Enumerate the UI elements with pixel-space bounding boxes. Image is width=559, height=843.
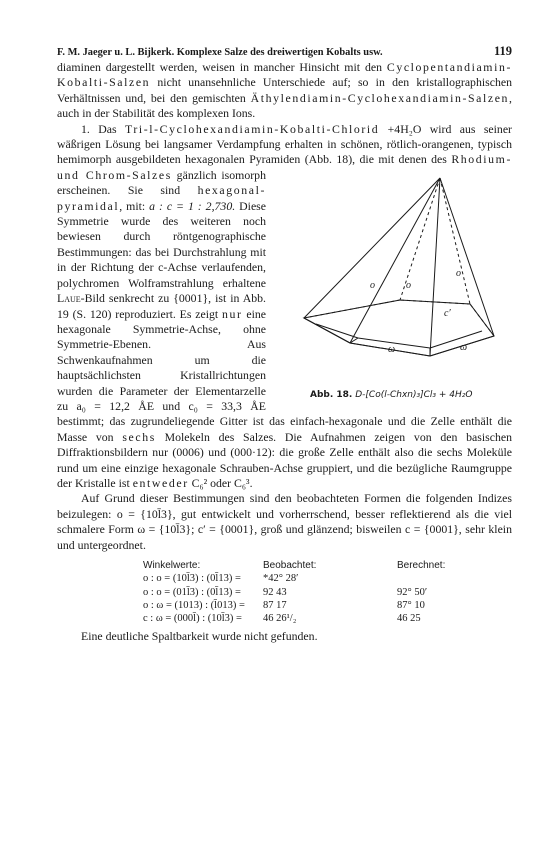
para1-spaced-2: Äthylendiamin-Cyclohexandiamin-Salzen bbox=[250, 90, 510, 105]
header-berechnet: Berechnet: bbox=[397, 560, 446, 571]
table-cell: o : o = (01l̄3) : (0l̄13) = bbox=[143, 586, 241, 598]
para2-chrom: und Chrom-Salzes bbox=[57, 167, 172, 182]
para1-text-2: nicht unansehnliche Unterschiede auf; so in den kristallographischen Verhältnissen und, bei den gemischten bbox=[57, 75, 512, 105]
axial-ratio: a : c = 1 : 2,730. bbox=[149, 198, 236, 213]
label-o-1: o bbox=[370, 279, 375, 291]
para2-text-4: Diese Symmetrie wurde des weiteren noch bewiesen durch röntgenographische Bestimmungen: das bei Durchstrahlung mit in der Richtung der c-Achse verlaufenden, polychromen Wolframstrahlung erhaltene bbox=[57, 198, 267, 290]
para2-nur: nur bbox=[222, 306, 243, 321]
header-winkelwerte: Winkelwerte: bbox=[143, 560, 201, 571]
header-beobachtet: Beobachtet: bbox=[263, 560, 317, 571]
caption-text: D-[Co(l-Chxn)₃]Cl₃ + 4H₂O bbox=[355, 389, 473, 400]
label-c-prime: c′ bbox=[444, 307, 451, 319]
running-header bbox=[57, 44, 512, 59]
label-omega-1: ω bbox=[388, 343, 396, 355]
para2-rhodium: Rhodium- bbox=[451, 152, 512, 167]
label-omega-2: ω bbox=[460, 341, 468, 353]
table-cell: 92° 50′ bbox=[397, 586, 428, 598]
paragraph-2 bbox=[57, 122, 512, 492]
table-row bbox=[143, 612, 512, 625]
table-cell: 92 43 bbox=[263, 586, 287, 598]
caption-prefix: Abb. 18. bbox=[310, 389, 353, 400]
table-cell: c : ω = (000l̄) : (10l̄3) = bbox=[143, 613, 242, 625]
table-cell: 87° 10 bbox=[397, 599, 425, 611]
para2-sechs: sechs bbox=[122, 429, 156, 444]
table-cell: 46 26¹/₂ bbox=[263, 613, 297, 625]
pyramid-drawing bbox=[280, 168, 512, 392]
para2-num: 1. Das bbox=[81, 121, 125, 136]
laue-name: Laue bbox=[57, 291, 81, 306]
para1-text-3: , auch in der Stabilität des komplexen Ions. bbox=[57, 90, 512, 121]
body-text bbox=[57, 60, 512, 645]
para2-text-5: -Bild senkrecht zu {0001}, ist in Abb. 19 (S. 120) reproduziert. Es zeigt bbox=[57, 291, 266, 321]
closing-sentence: Eine deutliche Spaltbarkeit wurde nicht gefunden. bbox=[81, 629, 318, 644]
table-cell: *42° 28′ bbox=[263, 573, 299, 585]
table-row bbox=[143, 599, 512, 612]
table-row bbox=[143, 586, 512, 599]
table-row bbox=[143, 572, 512, 585]
para2-text-2: gänzlich isomorph erscheinen. Sie sind bbox=[57, 167, 266, 198]
table-cell: o : o = (10l̄3) : (0l̄13) = bbox=[143, 573, 241, 585]
table-cell: 46 25 bbox=[397, 613, 421, 625]
para2-hexagonal: hexagonal-pyramidal bbox=[57, 183, 266, 213]
paragraph-3: Auf Grund dieser Bestimmungen sind den beobachteten Formen die folgenden Indizes beizulegen: o = {10l̄3}, gut entwickelt und vorherrschend, besser reflektierend als die viel schmalere Form ω = {10l̄3}; c′ = {0001}, groß und glänzend; bisweilen c = {0001}, sehr klein und untergeordnet. bbox=[57, 491, 512, 552]
figure-caption bbox=[286, 390, 518, 401]
table-cell: o : ω = (1013) : (l̄013) = bbox=[143, 599, 245, 611]
para2-text-3: , mit: bbox=[119, 198, 150, 213]
para2-formula: +4H₂O bbox=[379, 121, 422, 136]
para2-text-1: wird aus seiner wäßrigen Lösung bei langsamer Verdampfung erhalten in schönen, rötlich-orangenen, typisch hemimorph ausgebildeten hexagonalen Pyramiden (Abb. 18), die mit denen des bbox=[57, 121, 512, 167]
para1-spaced-1: Cyclopentandiamin-Kobalti-Salzen bbox=[57, 60, 512, 90]
running-title: F. M. Jaeger u. L. Bijkerk. Komplexe Salze des dreiwertigen Kobalts usw. bbox=[57, 47, 383, 58]
para2-entweder: entweder bbox=[132, 475, 189, 490]
label-o-3: o bbox=[456, 267, 461, 279]
para1-text: diaminen dargestellt werden, weisen in mancher Hinsicht mit den bbox=[57, 60, 387, 74]
table-cell: 87 17 bbox=[263, 599, 287, 611]
table-cell bbox=[373, 572, 473, 585]
label-o-2: o bbox=[406, 279, 411, 291]
paragraph-1 bbox=[57, 60, 512, 122]
para2-text-6: eine hexagonale Symmetrie-Achse, ohne Symmetrie-Ebenen. Aus Schwenkaufnahmen um die hauptsächlichsten Kristallrichtungen wurden die Parameter der Elementarzelle zu a₀ = 12,2 ÅE und c₀ = 33,3 ÅE bestimmt; das zugrundeliegende Gitter ist das einfach-hexagonale und die Zelle enthält die Masse von bbox=[57, 306, 512, 444]
para2-text-8: C₆² oder C₆³. bbox=[188, 475, 253, 490]
page-number: 119 bbox=[493, 44, 512, 58]
table-header bbox=[143, 559, 512, 572]
figure-18 bbox=[280, 168, 512, 408]
angle-table bbox=[57, 559, 512, 625]
para2-text-7: Molekeln des Salzes. Die Aufnahmen zeigen von den basischen Diffraktionsbildern nur (0006) und (000·12): die große Zelle enthält also die sechs Moleküle rund um eine einzige hexagonale Schrauben-Achse gruppiert, und die bezügliche Raumgruppe der Kristalle ist bbox=[57, 429, 512, 490]
para2-compound-title: Tri-l-Cyclohexandiamin-Kobalti-Chlorid bbox=[124, 121, 380, 136]
